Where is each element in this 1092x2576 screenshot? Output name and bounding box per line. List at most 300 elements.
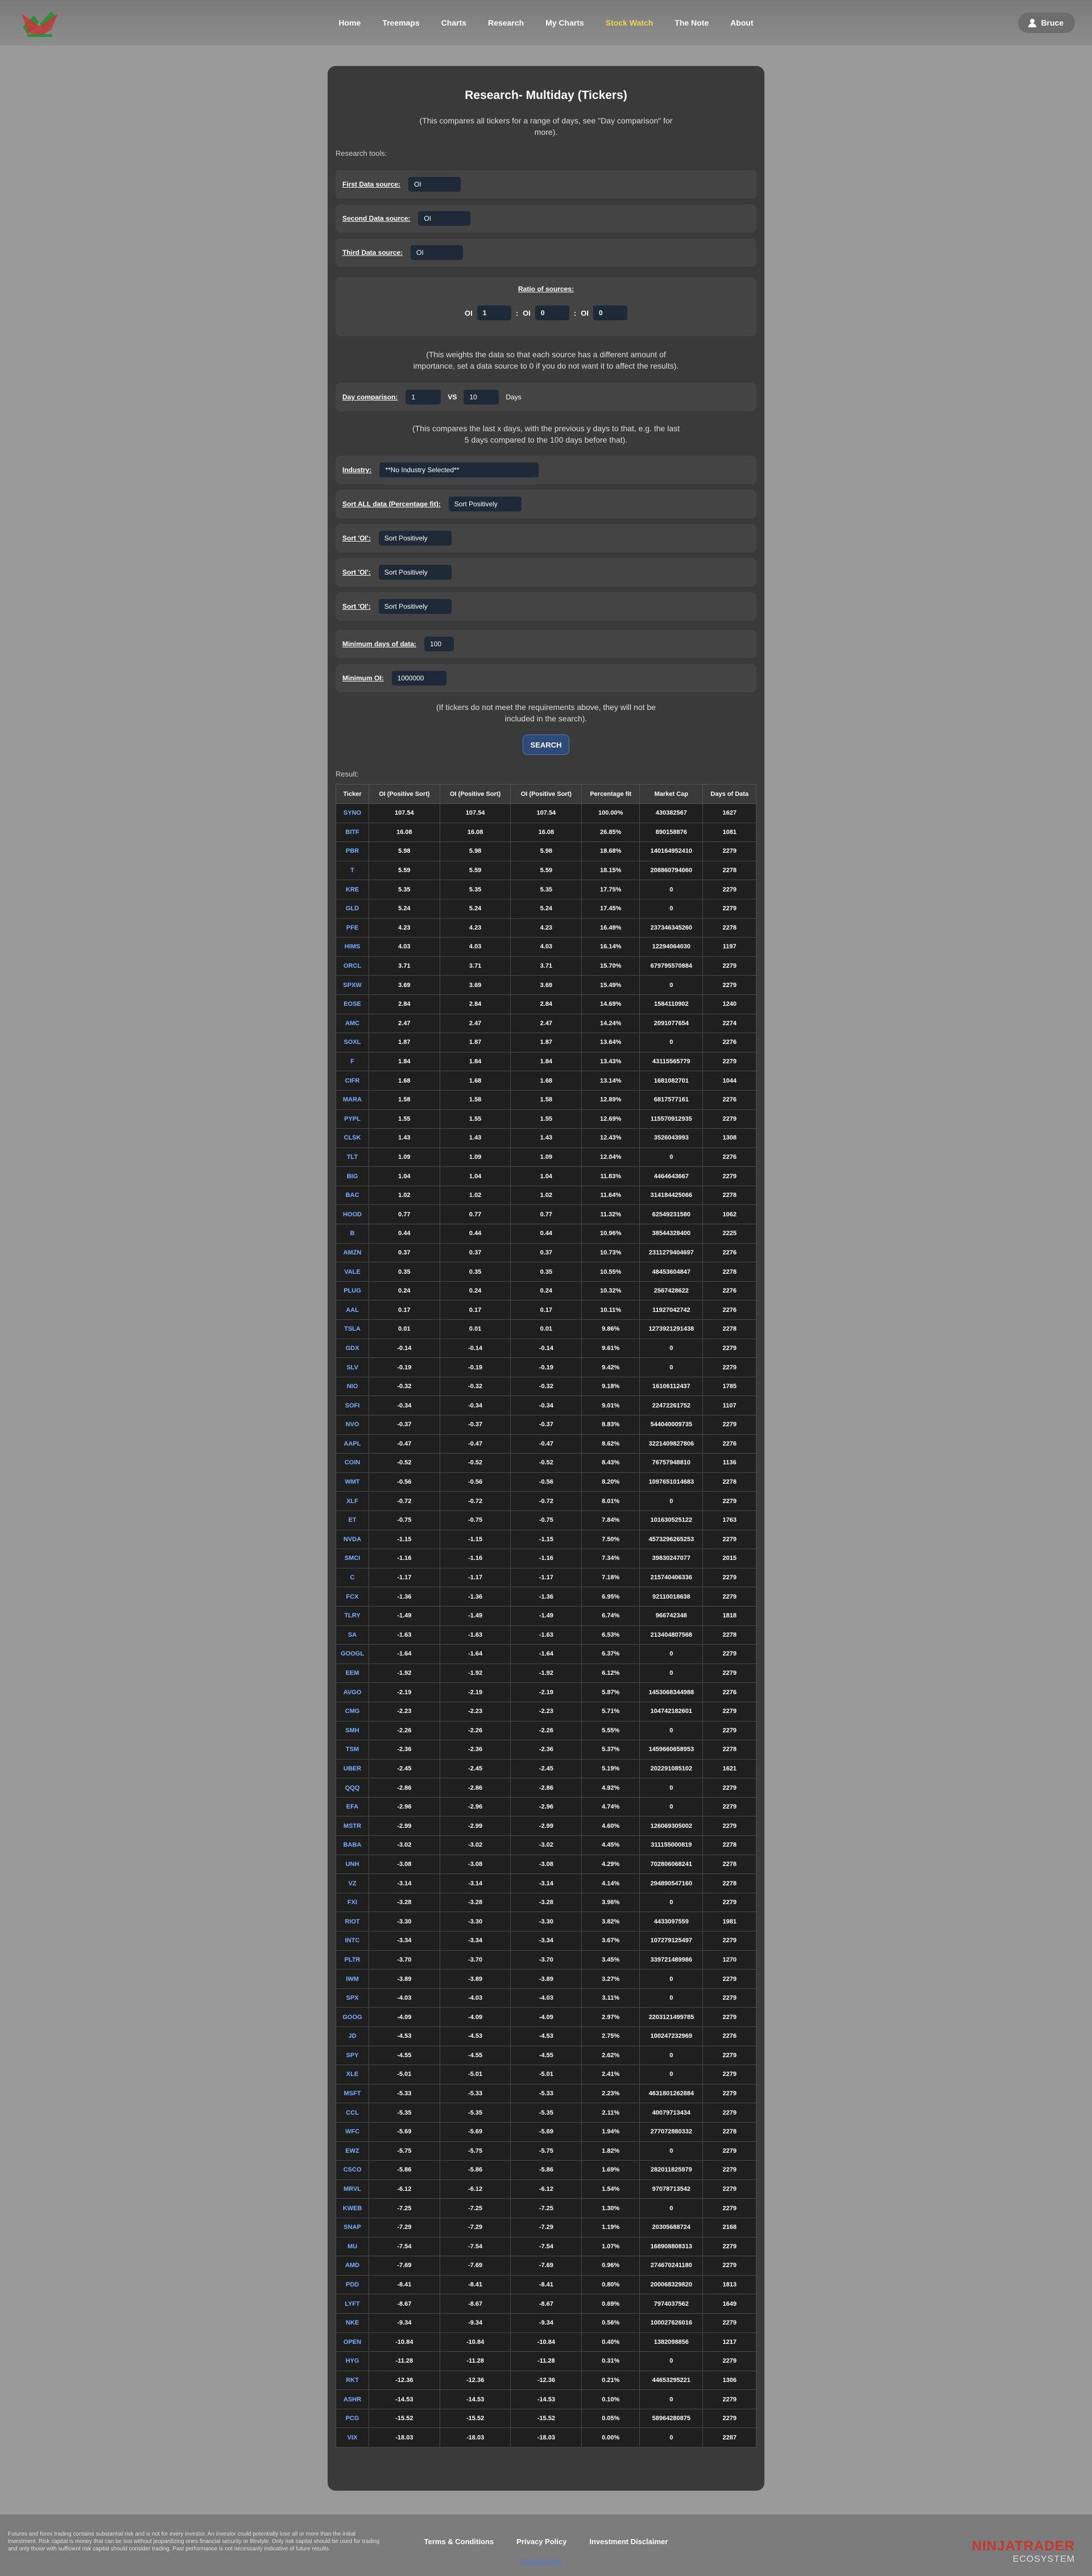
table-cell: -7.25 <box>440 2199 511 2218</box>
ticker-link[interactable]: KWEB <box>336 2199 369 2218</box>
table-cell: -7.69 <box>511 2256 582 2276</box>
ticker-link[interactable]: ET <box>336 1510 369 1530</box>
table-cell: 12.04% <box>582 1147 640 1167</box>
ticker-link[interactable]: IWM <box>336 1970 369 1989</box>
sort-2-select[interactable]: Sort Positively <box>379 565 452 580</box>
ticker-link[interactable]: CCL <box>336 2103 369 2123</box>
table-cell: 2278 <box>703 1874 756 1893</box>
ticker-link[interactable]: VIX <box>336 2428 369 2447</box>
table-cell: -0.14 <box>440 1339 511 1358</box>
third-source-select[interactable]: OI <box>411 245 463 260</box>
table-cell: 2278 <box>703 1836 756 1855</box>
table-cell: -3.08 <box>511 1855 582 1874</box>
table-cell: -5.35 <box>440 2103 511 2123</box>
table-cell: -3.02 <box>511 1836 582 1855</box>
day-b-input[interactable]: 10 <box>464 390 499 404</box>
ticker-link[interactable]: PYPL <box>336 1109 369 1129</box>
table-cell: 0.17 <box>369 1301 440 1320</box>
table-cell: 2276 <box>703 1301 756 1320</box>
table-row <box>336 1740 756 1760</box>
ticker-link[interactable]: MSTR <box>336 1817 369 1836</box>
search-button[interactable]: SEARCH <box>523 734 569 755</box>
table-row <box>336 880 756 899</box>
table-cell: -14.53 <box>440 2390 511 2409</box>
table-cell: 5.24 <box>511 899 582 918</box>
table-cell: -2.23 <box>511 1702 582 1721</box>
table-cell: 0 <box>640 1358 703 1377</box>
ticker-link[interactable]: CLSK <box>336 1129 369 1148</box>
ratio-c-input[interactable]: 0 <box>593 306 627 320</box>
table-cell: 9.01% <box>582 1396 640 1415</box>
table-cell: 0 <box>640 2390 703 2409</box>
table-cell: -4.03 <box>369 1988 440 2008</box>
ticker-link[interactable]: GLD <box>336 899 369 918</box>
column-header[interactable]: OI (Positive Sort) <box>511 785 582 804</box>
table-cell: 3526043993 <box>640 1129 703 1148</box>
first-source-select[interactable]: OI <box>408 177 461 192</box>
column-header[interactable]: OI (Positive Sort) <box>440 785 511 804</box>
contact-link[interactable]: Contact Form <box>520 2557 562 2565</box>
table-row <box>336 1454 756 1473</box>
ticker-link[interactable]: MU <box>336 2237 369 2256</box>
table-cell: -1.64 <box>440 1645 511 1664</box>
table-cell: 430382567 <box>640 804 703 823</box>
table-cell: 11927042742 <box>640 1301 703 1320</box>
table-cell: 20305688724 <box>640 2218 703 2237</box>
nav-link-stock-watch[interactable]: Stock Watch <box>605 18 653 27</box>
table-cell: -1.16 <box>440 1549 511 1568</box>
table-cell: 0.00% <box>582 2428 640 2447</box>
table-row <box>336 2294 756 2314</box>
table-cell: 2279 <box>703 1931 756 1951</box>
user-menu-button[interactable] <box>1018 13 1075 33</box>
ticker-link[interactable]: ORCL <box>336 956 369 976</box>
table-cell: 10.32% <box>582 1281 640 1301</box>
ticker-link[interactable]: SOXL <box>336 1033 369 1052</box>
table-cell: 8.43% <box>582 1454 640 1473</box>
table-row <box>336 899 756 918</box>
table-cell: 1.58 <box>440 1090 511 1109</box>
table-row <box>336 2027 756 2046</box>
table-row <box>336 2046 756 2065</box>
table-cell: -0.47 <box>369 1434 440 1454</box>
ninjatrader-logo[interactable] <box>972 2538 1075 2565</box>
table-cell: 2279 <box>703 1797 756 1817</box>
table-row <box>336 1950 756 1970</box>
table-cell: -3.89 <box>369 1970 440 1989</box>
table-cell: 1.30% <box>582 2199 640 2218</box>
ticker-link[interactable]: XLF <box>336 1492 369 1511</box>
ticker-link[interactable]: C <box>336 1568 369 1587</box>
second-source-label: Second Data source: <box>342 214 411 222</box>
ticker-link[interactable]: BABA <box>336 1836 369 1855</box>
table-cell: 2279 <box>703 2179 756 2199</box>
table-cell: 62549231580 <box>640 1205 703 1224</box>
ticker-link[interactable]: GOOGL <box>336 1645 369 1664</box>
table-cell: -2.26 <box>369 1721 440 1740</box>
ticker-link[interactable]: TLRY <box>336 1606 369 1625</box>
nav-link-charts[interactable]: Charts <box>441 18 467 27</box>
table-cell: -5.35 <box>511 2103 582 2123</box>
table-cell: 4.03 <box>511 938 582 957</box>
ticker-link[interactable]: EOSE <box>336 994 369 1014</box>
ticker-link[interactable]: NVDA <box>336 1530 369 1549</box>
result-label: Result: <box>336 770 359 778</box>
ratio-title: Ratio of sources: <box>518 285 574 293</box>
ticker-link[interactable]: TLT <box>336 1147 369 1167</box>
table-cell: 2279 <box>703 1167 756 1186</box>
table-cell: 1.09 <box>440 1147 511 1167</box>
table-cell: 4.23 <box>369 918 440 938</box>
ticker-link[interactable]: AMZN <box>336 1243 369 1262</box>
ticker-link[interactable]: RIOT <box>336 1912 369 1931</box>
table-cell: 16.08 <box>369 823 440 842</box>
column-header[interactable]: Ticker <box>336 785 369 804</box>
table-cell: 1.04 <box>369 1167 440 1186</box>
nav-link-about[interactable]: About <box>730 18 754 27</box>
nav-link-home[interactable]: Home <box>338 18 361 27</box>
ticker-link[interactable]: INTC <box>336 1931 369 1951</box>
table-cell: 0.24 <box>440 1281 511 1301</box>
table-cell: 5.24 <box>440 899 511 918</box>
table-row <box>336 2179 756 2199</box>
ticker-link[interactable]: TSM <box>336 1740 369 1760</box>
table-cell: 10.11% <box>582 1301 640 1320</box>
footer-link-privacy-policy[interactable]: Privacy Policy <box>516 2537 567 2546</box>
table-cell: 0.40% <box>582 2333 640 2352</box>
table-cell: 3.27% <box>582 1970 640 1989</box>
ticker-link[interactable]: B <box>336 1224 369 1244</box>
ticker-link[interactable]: HOOD <box>336 1205 369 1224</box>
table-cell: 0.10% <box>582 2390 640 2409</box>
table-cell: 0 <box>640 976 703 995</box>
ticker-link[interactable]: FXI <box>336 1893 369 1912</box>
table-cell: 1.87 <box>369 1033 440 1052</box>
table-cell: 2278 <box>703 1625 756 1645</box>
ticker-link[interactable]: SLV <box>336 1358 369 1377</box>
table-cell: 1097651014683 <box>640 1472 703 1492</box>
table-cell: 16.49% <box>582 918 640 938</box>
ticker-link[interactable]: AAPL <box>336 1434 369 1454</box>
table-row <box>336 1243 756 1262</box>
first-source-row <box>336 170 756 199</box>
table-cell: -5.86 <box>369 2161 440 2180</box>
ticker-link[interactable]: HYG <box>336 2352 369 2371</box>
table-row <box>336 1931 756 1951</box>
ticker-link[interactable]: CIFR <box>336 1071 369 1091</box>
table-row <box>336 1205 756 1224</box>
research-tools-label: Research tools: <box>336 149 387 158</box>
ticker-link[interactable]: HIMS <box>336 938 369 957</box>
nav-link-the-note[interactable]: The Note <box>675 18 709 27</box>
table-cell: -6.12 <box>511 2179 582 2199</box>
ticker-link[interactable]: WFC <box>336 2122 369 2141</box>
table-cell: 1044 <box>703 1071 756 1091</box>
table-cell: -1.49 <box>369 1606 440 1625</box>
table-cell: 2.84 <box>440 994 511 1014</box>
table-cell: 0 <box>640 2141 703 2161</box>
table-cell: -3.30 <box>440 1912 511 1931</box>
table-cell: 12.43% <box>582 1129 640 1148</box>
table-cell: 2168 <box>703 2218 756 2237</box>
table-cell: 1.02 <box>440 1186 511 1205</box>
ticker-link[interactable]: PDD <box>336 2275 369 2294</box>
table-cell: 6.95% <box>582 1587 640 1607</box>
table-cell: 2279 <box>703 1721 756 1740</box>
table-cell: 1136 <box>703 1454 756 1473</box>
table-cell: -3.28 <box>440 1893 511 1912</box>
table-cell: 5.98 <box>369 842 440 861</box>
table-cell: -7.29 <box>440 2218 511 2237</box>
table-cell: 2.75% <box>582 2027 640 2046</box>
table-cell: -0.72 <box>369 1492 440 1511</box>
ticker-link[interactable]: VZ <box>336 1874 369 1893</box>
table-cell: 1453068344988 <box>640 1683 703 1702</box>
table-cell: -0.47 <box>511 1434 582 1454</box>
table-cell: -5.69 <box>369 2122 440 2141</box>
table-row <box>336 1301 756 1320</box>
ticker-link[interactable]: WMT <box>336 1472 369 1492</box>
table-cell: -0.19 <box>369 1358 440 1377</box>
sort-1-select[interactable]: Sort Positively <box>379 531 452 546</box>
table-cell: 1.87 <box>440 1033 511 1052</box>
table-cell: -5.01 <box>369 2065 440 2084</box>
table-cell: 0.35 <box>511 1262 582 1282</box>
ticker-link[interactable]: SNAP <box>336 2218 369 2237</box>
table-cell: 679795570884 <box>640 956 703 976</box>
sort-3-select[interactable]: Sort Positively <box>379 599 452 614</box>
ticker-link[interactable]: PLTR <box>336 1950 369 1970</box>
table-cell: -3.28 <box>511 1893 582 1912</box>
table-cell: 0 <box>640 2352 703 2371</box>
ticker-link[interactable]: UBER <box>336 1759 369 1778</box>
min-days-input[interactable]: 100 <box>424 637 454 651</box>
ticker-link[interactable]: XLE <box>336 2065 369 2084</box>
table-cell: 0.01 <box>511 1320 582 1339</box>
nav-link-my-charts[interactable]: My Charts <box>545 18 584 27</box>
table-row <box>336 1109 756 1129</box>
table-row <box>336 1415 756 1435</box>
ticker-link[interactable]: ASHR <box>336 2390 369 2409</box>
ticker-link[interactable]: GDX <box>336 1339 369 1358</box>
table-cell: 2278 <box>703 2122 756 2141</box>
table-cell: 10.73% <box>582 1243 640 1262</box>
ticker-link[interactable]: AVGO <box>336 1683 369 1702</box>
table-row <box>336 1052 756 1071</box>
ticker-link[interactable]: MSFT <box>336 2084 369 2103</box>
table-cell: 4.45% <box>582 1836 640 1855</box>
column-header[interactable]: OI (Positive Sort) <box>369 785 440 804</box>
ticker-link[interactable]: TSLA <box>336 1320 369 1339</box>
ticker-link[interactable]: UNH <box>336 1855 369 1874</box>
ticker-link[interactable]: AMD <box>336 2256 369 2276</box>
table-cell: -18.03 <box>369 2428 440 2447</box>
table-cell: 0 <box>640 1893 703 1912</box>
table-row <box>336 1320 756 1339</box>
table-cell: -1.15 <box>440 1530 511 1549</box>
table-cell: -5.01 <box>511 2065 582 2084</box>
ticker-link[interactable]: VALE <box>336 1262 369 1282</box>
ticker-link[interactable]: RKT <box>336 2371 369 2390</box>
table-cell: -7.29 <box>369 2218 440 2237</box>
ticker-link[interactable]: SOFI <box>336 1396 369 1415</box>
table-cell: 8.83% <box>582 1415 640 1435</box>
table-row <box>336 1912 756 1931</box>
second-source-select[interactable]: OI <box>418 211 470 226</box>
ticker-link[interactable]: MRVL <box>336 2179 369 2199</box>
ticker-link[interactable]: PCG <box>336 2409 369 2428</box>
ticker-link[interactable]: EWZ <box>336 2141 369 2161</box>
table-cell: 107279125497 <box>640 1931 703 1951</box>
table-cell: 0 <box>640 2065 703 2084</box>
column-header[interactable]: Percentage fit <box>582 785 640 804</box>
table-cell: 3221409827806 <box>640 1434 703 1454</box>
table-row <box>336 1797 756 1817</box>
table-cell: -1.36 <box>440 1587 511 1607</box>
ticker-link[interactable]: CSCO <box>336 2161 369 2180</box>
table-cell: 0.21% <box>582 2371 640 2390</box>
nav-link-treemaps[interactable]: Treemaps <box>382 18 420 27</box>
ticker-link[interactable]: SMH <box>336 1721 369 1740</box>
footer-link-investment-disclaimer[interactable]: Investment Disclaimer <box>589 2537 668 2546</box>
table-cell: 2276 <box>703 1243 756 1262</box>
table-cell: -10.84 <box>440 2333 511 2352</box>
ratio-a-label: OI <box>465 308 473 317</box>
ticker-link[interactable]: SA <box>336 1625 369 1645</box>
ticker-link[interactable]: AMC <box>336 1014 369 1033</box>
ticker-link[interactable]: NIO <box>336 1377 369 1396</box>
table-cell: -4.53 <box>369 2027 440 2046</box>
table-cell: 5.98 <box>440 842 511 861</box>
third-source-label: Third Data source: <box>342 249 403 257</box>
column-header[interactable]: Days of Data <box>703 785 756 804</box>
ticker-link[interactable]: CMG <box>336 1702 369 1721</box>
ticker-link[interactable]: SPX <box>336 1988 369 2008</box>
table-cell: 2279 <box>703 2313 756 2333</box>
ticker-link[interactable]: MARA <box>336 1090 369 1109</box>
ticker-link[interactable]: EEM <box>336 1663 369 1683</box>
table-body <box>336 804 756 2447</box>
ticker-link[interactable]: F <box>336 1052 369 1071</box>
ticker-link[interactable]: NKE <box>336 2313 369 2333</box>
ticker-link[interactable]: T <box>336 861 369 880</box>
ticker-link[interactable]: AAL <box>336 1301 369 1320</box>
nav-link-research[interactable]: Research <box>488 18 524 27</box>
table-cell: -12.36 <box>511 2371 582 2390</box>
ticker-link[interactable]: PFE <box>336 918 369 938</box>
table-cell: 1.43 <box>369 1129 440 1148</box>
table-row <box>336 1090 756 1109</box>
ticker-link[interactable]: SYNO <box>336 804 369 823</box>
sort-all-select[interactable]: Sort Positively <box>449 497 522 511</box>
table-cell: 3.69 <box>440 976 511 995</box>
table-cell: -2.36 <box>440 1740 511 1760</box>
ticker-link[interactable]: LYFT <box>336 2294 369 2314</box>
table-row <box>336 1033 756 1052</box>
table-cell: -3.14 <box>511 1874 582 1893</box>
ticker-link[interactable]: BIG <box>336 1167 369 1186</box>
table-cell: 314184425066 <box>640 1186 703 1205</box>
table-cell: -8.67 <box>369 2294 440 2314</box>
table-row <box>336 804 756 823</box>
ticker-link[interactable]: KRE <box>336 880 369 899</box>
table-cell: -4.53 <box>440 2027 511 2046</box>
ticker-link[interactable]: BAC <box>336 1186 369 1205</box>
table-cell: 4573296265253 <box>640 1530 703 1549</box>
ratio-sep: : <box>573 308 577 317</box>
top-nav <box>0 0 1092 46</box>
table-cell: 282011825979 <box>640 2161 703 2180</box>
ticker-link[interactable]: BITF <box>336 823 369 842</box>
ticker-link[interactable]: EFA <box>336 1797 369 1817</box>
table-row <box>336 1262 756 1282</box>
table-cell: -7.25 <box>369 2199 440 2218</box>
table-cell: -2.26 <box>440 1721 511 1740</box>
ticker-link[interactable]: FCX <box>336 1587 369 1607</box>
table-cell: 2279 <box>703 1109 756 1129</box>
table-cell: 1.68 <box>440 1071 511 1091</box>
table-row <box>336 1014 756 1033</box>
brand-name: NINJATRADER <box>971 2538 1075 2554</box>
ticker-link[interactable]: OPEN <box>336 2333 369 2352</box>
column-header[interactable]: Market Cap <box>640 785 703 804</box>
table-cell: 1.68 <box>369 1071 440 1091</box>
table-cell: 1785 <box>703 1377 756 1396</box>
table-cell: 0.77 <box>440 1205 511 1224</box>
table-row <box>336 1988 756 2008</box>
sort-3-label: Sort 'OI': <box>342 602 371 610</box>
ratio-a-input[interactable]: 1 <box>477 306 511 320</box>
ratio-b-input[interactable]: 0 <box>535 306 569 320</box>
min-oi-input[interactable]: 1000000 <box>392 671 446 686</box>
table-cell: -8.41 <box>440 2275 511 2294</box>
day-a-input[interactable]: 1 <box>406 390 441 404</box>
table-cell: -0.52 <box>511 1454 582 1473</box>
ticker-link[interactable]: PBR <box>336 842 369 861</box>
table-cell: 16.14% <box>582 938 640 957</box>
industry-select[interactable]: **No Industry Selected** <box>379 463 539 477</box>
ticker-link[interactable]: NVO <box>336 1415 369 1435</box>
table-row <box>336 1663 756 1683</box>
table-cell: 140164952410 <box>640 842 703 861</box>
table-cell: 1217 <box>703 2333 756 2352</box>
table-cell: 2274 <box>703 1014 756 1033</box>
table-cell: 115570912935 <box>640 1109 703 1129</box>
ticker-link[interactable]: SMCI <box>336 1549 369 1568</box>
table-cell: 0.69% <box>582 2294 640 2314</box>
footer-link-terms-conditions[interactable]: Terms & Conditions <box>424 2537 494 2546</box>
ratio-box <box>336 277 756 336</box>
table-row <box>336 1377 756 1396</box>
ticker-link[interactable]: QQQ <box>336 1778 369 1798</box>
table-cell: -5.86 <box>440 2161 511 2180</box>
table-cell: 11.64% <box>582 1186 640 1205</box>
table-cell: 1.82% <box>582 2141 640 2161</box>
table-cell: 1.02 <box>511 1186 582 1205</box>
ticker-link[interactable]: SPY <box>336 2046 369 2065</box>
ticker-link[interactable]: PLUG <box>336 1281 369 1301</box>
table-cell: 2279 <box>703 1817 756 1836</box>
ticker-link[interactable]: SPXW <box>336 976 369 995</box>
table-row <box>336 1625 756 1645</box>
table-cell: -2.19 <box>369 1683 440 1702</box>
ticker-link[interactable]: GOOG <box>336 2008 369 2027</box>
ticker-link[interactable]: COIN <box>336 1454 369 1473</box>
table-cell: 0 <box>640 1645 703 1664</box>
table-cell: 11.32% <box>582 1205 640 1224</box>
ticker-link[interactable]: JD <box>336 2027 369 2046</box>
table-cell: -3.34 <box>440 1931 511 1951</box>
